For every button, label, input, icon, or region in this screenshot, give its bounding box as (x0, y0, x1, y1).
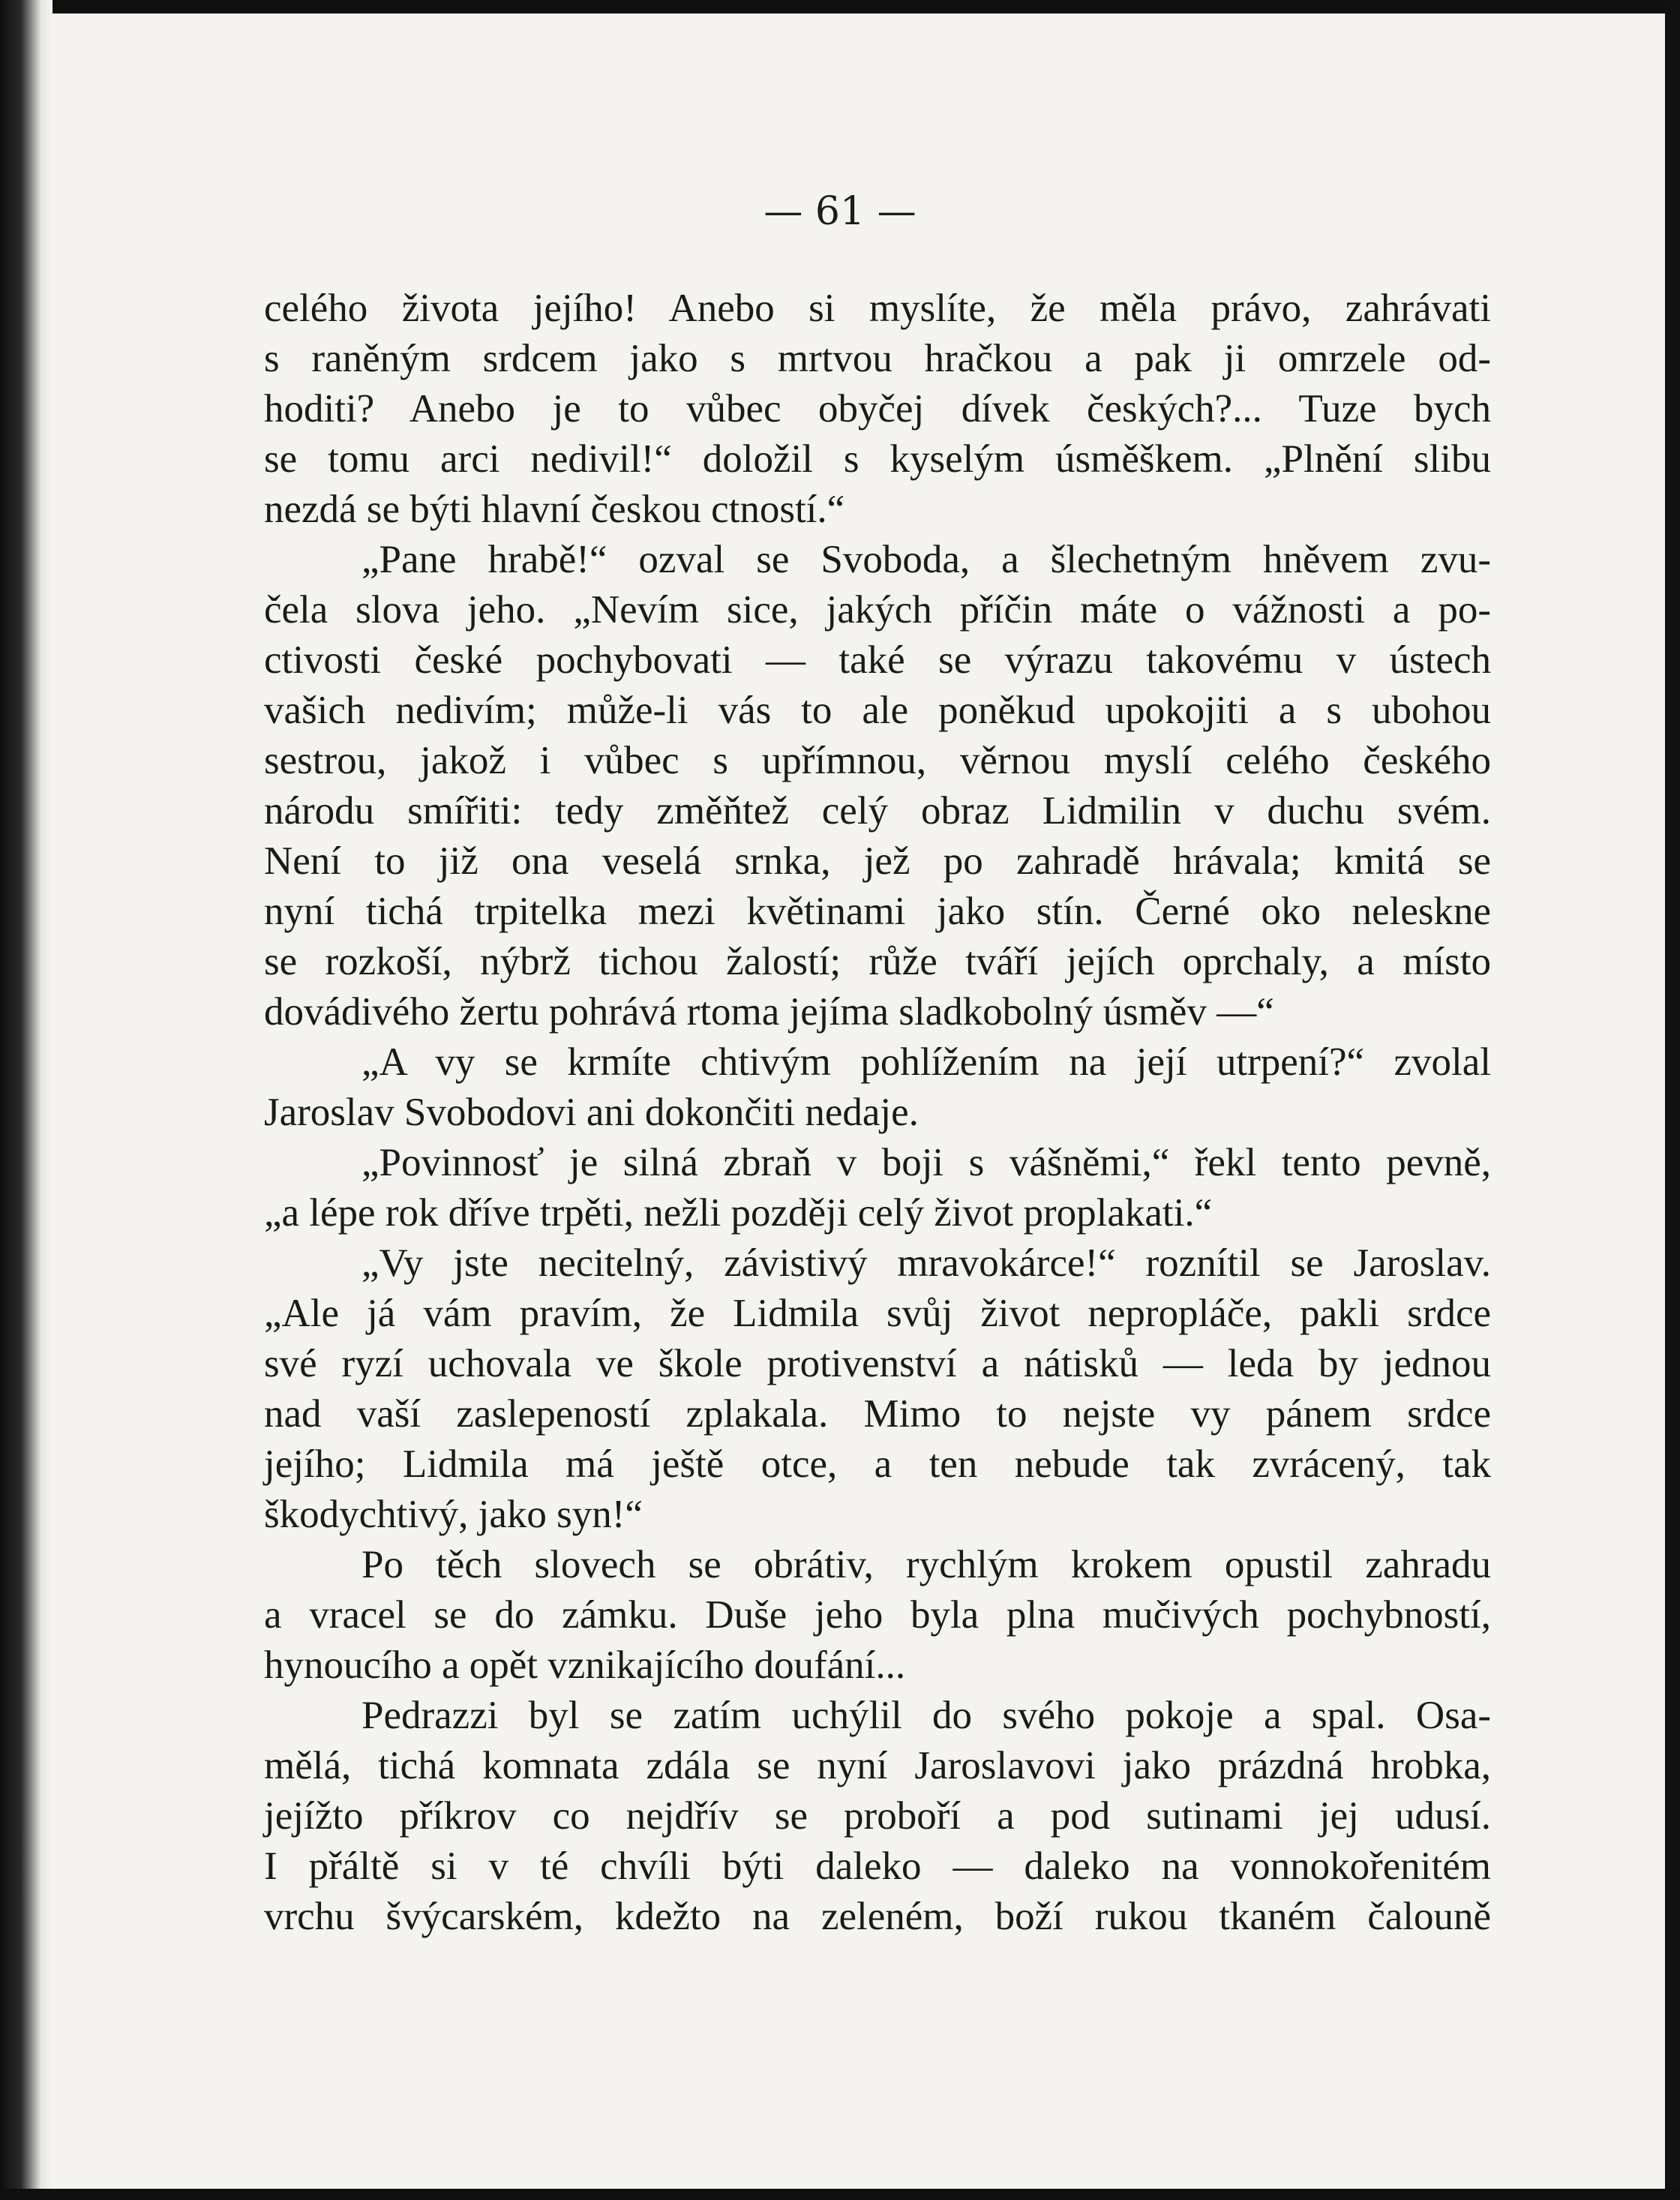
text-line: „Ale já vám pravím, že Lidmila svůj život nepropláče, pakli srdce (264, 1292, 1491, 1335)
text-line: Po těch slovech se obrátiv, rychlým krokem opustil zahradu (362, 1543, 1491, 1586)
text-line: nezdá se býti hlavní českou ctností.“ (264, 488, 845, 531)
text-line: a vracel se do zámku. Duše jeho byla plna mučivých pochybností, (264, 1593, 1491, 1637)
text-line: Jaroslav Svobodovi ani dokončiti nedaje. (264, 1091, 919, 1134)
text-line: vrchu švýcarském, kdežto na zeleném, boží rukou tkaném čalouně (264, 1895, 1491, 1938)
text-line: čela slova jeho. „Nevím sice, jakých příčin máte o vážnosti a po- (264, 588, 1491, 632)
text-line: „Vy jste necitelný, závistivý mravokárce!“ roznítil se Jaroslav. (362, 1241, 1491, 1285)
text-line: jejížto příkrov co nejdřív se proboří a pod sutinami jej udusí. (264, 1794, 1491, 1838)
text-line: národu smířiti: tedy změňtež celý obraz Lidmilin v duchu svém. (264, 789, 1491, 833)
text-line: hoditi? Anebo je to vůbec obyčej dívek českých?... Tuze bych (264, 387, 1491, 431)
body-text (264, 284, 1491, 1942)
text-line: „A vy se krmíte chtivým pohlížením na její utrpení?“ zvolal (362, 1040, 1491, 1084)
text-line: jejího; Lidmila má ještě otce, a ten nebude tak zvrácený, tak (264, 1442, 1491, 1486)
text-line: vašich nedivím; může-li vás to ale poněkud upokojiti a s ubohou (264, 689, 1491, 732)
text-line: „a lépe rok dříve trpěti, nežli později celý život proplakati.“ (264, 1191, 1213, 1235)
text-line: „Povinnosť je silná zbraň v boji s vášněmi,“ řekl tento pevně, (362, 1141, 1491, 1184)
scan-bottom-border (0, 2189, 1680, 2200)
text-line: škodychtivý, jako syn!“ (264, 1493, 643, 1536)
scan-right-border (1665, 0, 1680, 2200)
text-line: nyní tichá trpitelka mezi květinami jako stín. Černé oko neleskne (264, 890, 1491, 933)
scan-top-border (0, 0, 1680, 14)
text-line: celého života jejího! Anebo si myslíte, že měla právo, zahrávati (264, 287, 1491, 330)
text-line: sestrou, jakož i vůbec s upřímnou, věrnou myslí celého českého (264, 739, 1491, 782)
text-line: s raněným srdcem jako s mrtvou hračkou a pak ji omrzele od- (264, 337, 1491, 380)
page-number: — 61 — (764, 189, 916, 234)
text-line: Pedrazzi byl se zatím uchýlil do svého pokoje a spal. Osa- (362, 1694, 1491, 1737)
text-line: nad vaší zaslepeností zplakala. Mimo to nejste vy pánem srdce (264, 1392, 1491, 1436)
text-line: „Pane hrabě!“ ozval se Svoboda, a šlechetným hněvem zvu- (362, 538, 1491, 581)
text-line: mělá, tichá komnata zdála se nyní Jaroslavovi jako prázdná hrobka, (264, 1744, 1491, 1787)
text-line: ctivosti české pochybovati — také se výrazu takovému v ústech (264, 638, 1491, 682)
text-line: své ryzí uchovala ve škole protivenství a nátisků — leda by jednou (264, 1342, 1491, 1385)
scan-binding-edge (0, 0, 52, 2200)
text-line: Není to již ona veselá srnka, jež po zahradě hrávala; kmitá se (264, 839, 1491, 883)
text-line: hynoucího a opět vznikajícího doufání... (264, 1643, 906, 1687)
text-line: se tomu arci nedivil!“ doložil s kyselým úsměškem. „Plnění slibu (264, 437, 1491, 481)
text-line: dovádivého žertu pohrává rtoma jejíma sladkobolný úsměv —“ (264, 990, 1274, 1034)
text-line: I přáltě si v té chvíli býti daleko — daleko na vonnokořenitém (264, 1844, 1491, 1888)
text-line: se rozkoší, nýbrž tichou žalostí; růže tváří jejích oprchaly, a místo (264, 940, 1491, 983)
